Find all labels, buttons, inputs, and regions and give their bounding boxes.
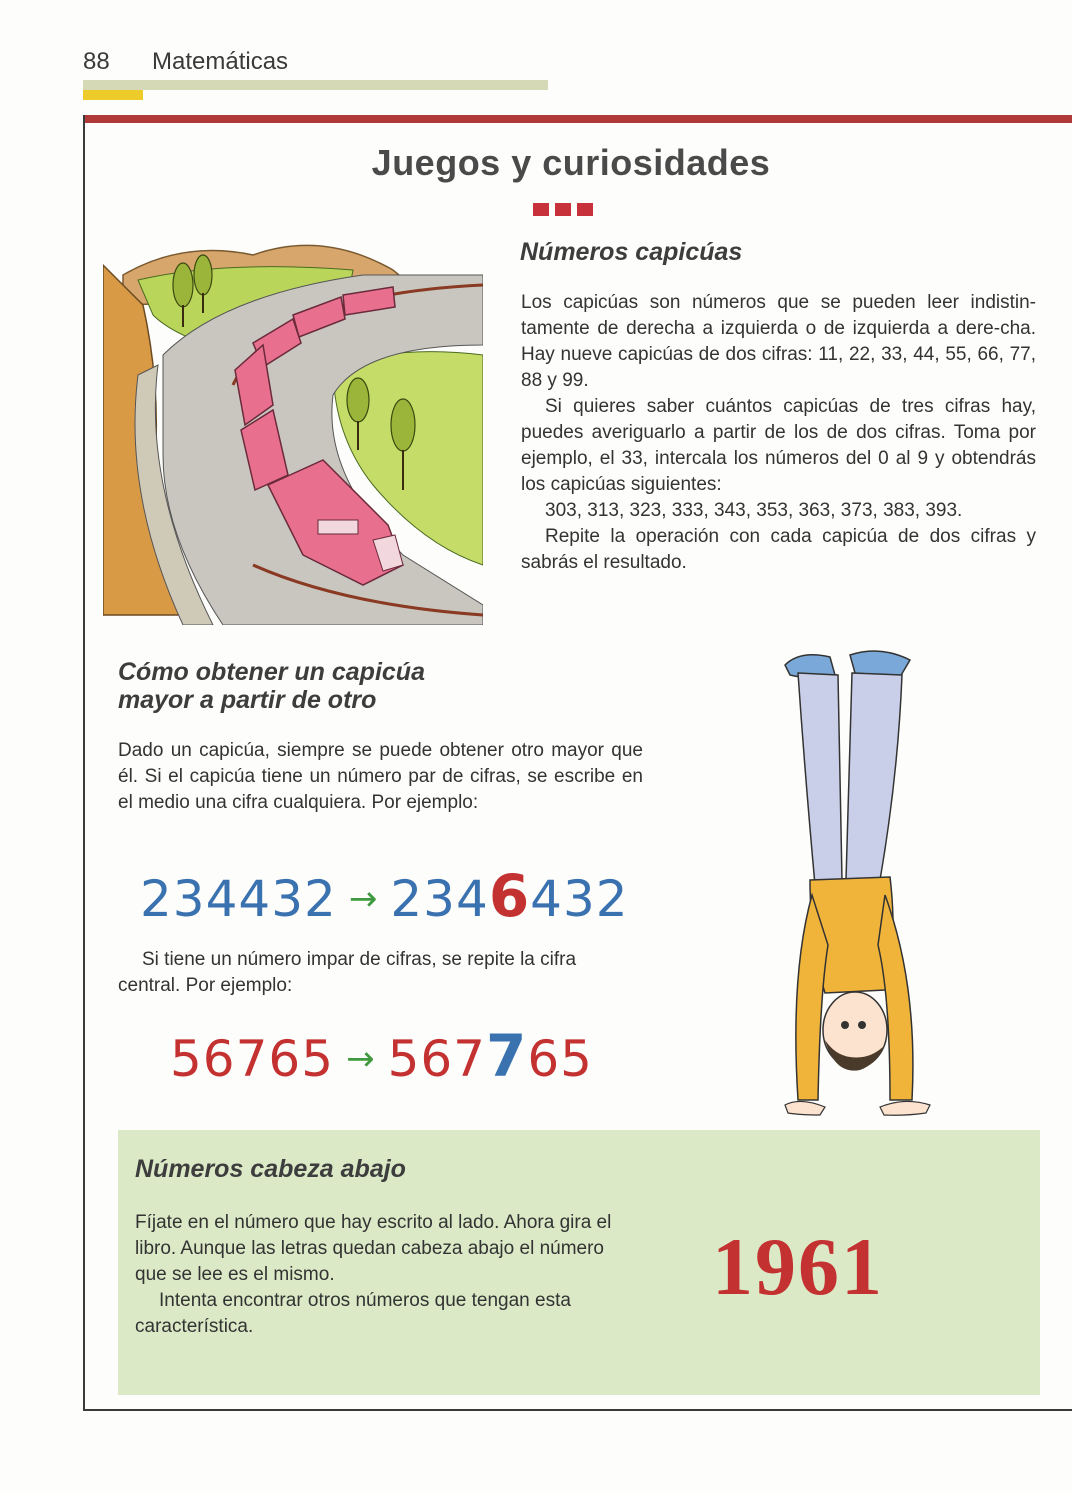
number-to: 432 [530, 870, 629, 928]
paragraph: 303, 313, 323, 333, 343, 353, 363, 373, 383, 393. [545, 500, 963, 521]
heading-line: mayor a partir de otro [118, 686, 377, 714]
number-from: 234432 [140, 870, 337, 928]
paragraph: Si tiene un número impar de cifras, se repite la cifra central. Por ejemplo: [118, 949, 577, 996]
frame-left-rule [83, 115, 85, 1411]
section-capicuas-text [521, 290, 1036, 576]
page-header [0, 0, 1072, 110]
number-to: 65 [527, 1030, 593, 1088]
paragraph: Fíjate en el número que hay escrito al lado. Ahora gira el libro. Aunque las letras quedan cabeza abajo el número que se lee es el mismo. [135, 1212, 612, 1285]
upside-down-number: 1961 [712, 1221, 884, 1312]
number-to: 567 [387, 1030, 486, 1088]
section-heading-cabeza-abajo: Números cabeza abajo [135, 1155, 406, 1183]
paragraph: Los capicúas son números que se pueden leer indistin-tamente de derecha a izquierda o de izquierda a dere-cha. Hay nueve capicúas de dos cifras: 11, 22, 33, 44, 55, 66, 77, 88 y 99. [521, 292, 1036, 391]
paragraph: Dado un capicúa, siempre se puede obtener otro mayor que él. Si el capicúa tiene un número par de cifras, se escribe en el medio una cifra cualquiera. Por ejemplo: [118, 740, 643, 813]
paragraph: Intenta encontrar otros números que tengan esta característica. [135, 1290, 571, 1337]
section-heading-capicuas: Números capicúas [520, 238, 743, 266]
arrow-icon: → [346, 1039, 376, 1079]
paragraph: Repite la operación con cada capicúa de dos cifras y sabrás el resultado. [521, 526, 1036, 573]
header-accent [83, 90, 143, 100]
highlight-digit: 7 [486, 1022, 528, 1090]
paragraph: Si quieres saber cuántos capicúas de tres cifras hay, puedes averiguarlo a partir de los de dos cifras. Toma por ejemplo, el 33, intercala los números del 0 al 9 y obtendrás los capicúas siguientes: [521, 396, 1036, 495]
number-to: 234 [390, 870, 489, 928]
example-odd [170, 1022, 593, 1090]
highlight-digit: 6 [488, 862, 531, 930]
page-title: Juegos y curiosidades [371, 142, 771, 183]
page-number: 88 [83, 48, 110, 75]
number-from: 56765 [170, 1030, 335, 1088]
frame-top-rule [83, 115, 1072, 123]
handstand-person-illustration [780, 645, 940, 1135]
title-decoration [533, 203, 599, 221]
section-cabeza-abajo-text [135, 1210, 630, 1340]
header-bar [83, 80, 548, 90]
subject-title: Matemáticas [152, 48, 289, 75]
heading-line: Cómo obtener un capicúa [118, 658, 425, 686]
section-heading-mayor [118, 658, 425, 714]
example-even [140, 862, 629, 930]
train-illustration [103, 235, 483, 625]
frame-bottom-rule [83, 1409, 1072, 1411]
arrow-icon: → [348, 879, 379, 919]
